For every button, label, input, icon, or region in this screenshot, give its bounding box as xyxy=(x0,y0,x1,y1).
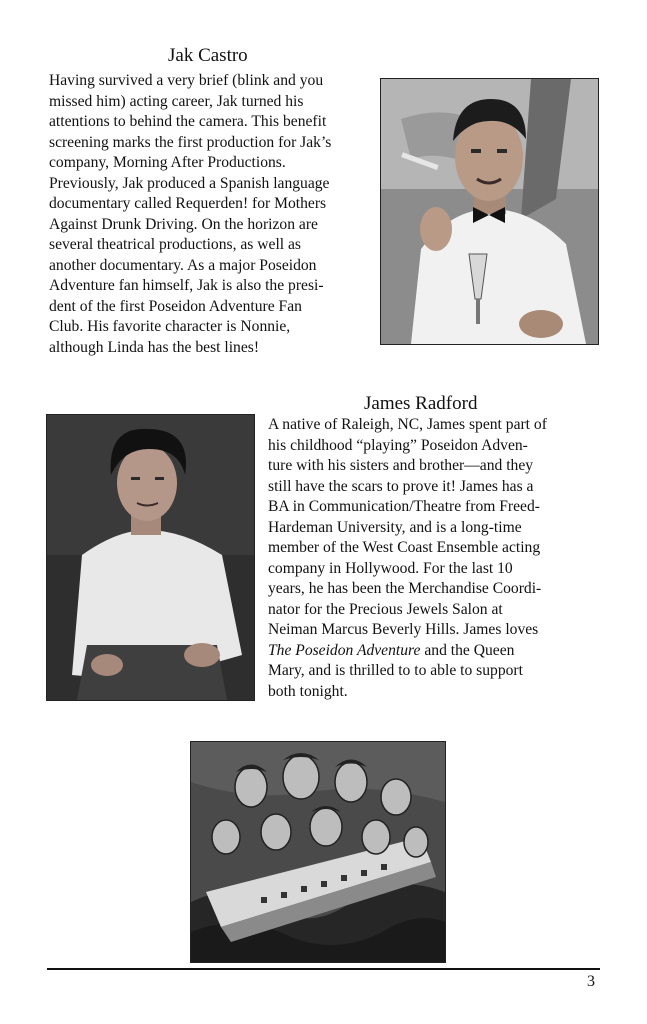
james-radford-bio-movie-title: The Poseidon Adventure xyxy=(268,641,421,659)
james-radford-photo xyxy=(46,414,255,701)
james-radford-bio xyxy=(268,415,603,702)
james-radford-bio-text-1: A native of Raleigh, NC, James spent part of his childhood “playing” Poseidon Adven- ture with his sisters and brother—and they still have the scars to prove it! James has a BA in Communication/Theatre from Freed- Hardeman University, and is a long-time member of the West Coast Ensemble acting company in Hollywood. For the last 10 years, he has been the Merchandise Coordi- nator for the Precious Jewels Salon at Neiman Marcus Beverly Hills. James loves xyxy=(268,416,547,638)
footer-rule xyxy=(47,968,600,970)
page-number: 3 xyxy=(587,973,595,990)
jak-castro-heading: Jak Castro xyxy=(168,45,248,66)
james-radford-heading: James Radford xyxy=(364,393,478,414)
jak-castro-photo xyxy=(380,78,599,345)
poseidon-adventure-illustration xyxy=(190,741,446,963)
james-radford-bio-text-2: and the Queen Mary, and is thrilled to to able to support both tonight. xyxy=(268,641,523,700)
jak-castro-bio: Having survived a very brief (blink and you missed him) acting career, Jak turned his attentions to behind the camera. This benefit screening marks the first production for Jak’s company, Morning After Productions. Previously, Jak produced a Spanish language documentary called Requerden! for Mothers Against Drunk Driving. On the horizon are several theatrical productions, as well as another documentary. As a major Poseidon Adventure fan himself, Jak is also the presi- dent of the first Poseidon Adventure Fan Club. His favorite character is Nonnie, although Linda has the best lines! xyxy=(49,72,332,356)
